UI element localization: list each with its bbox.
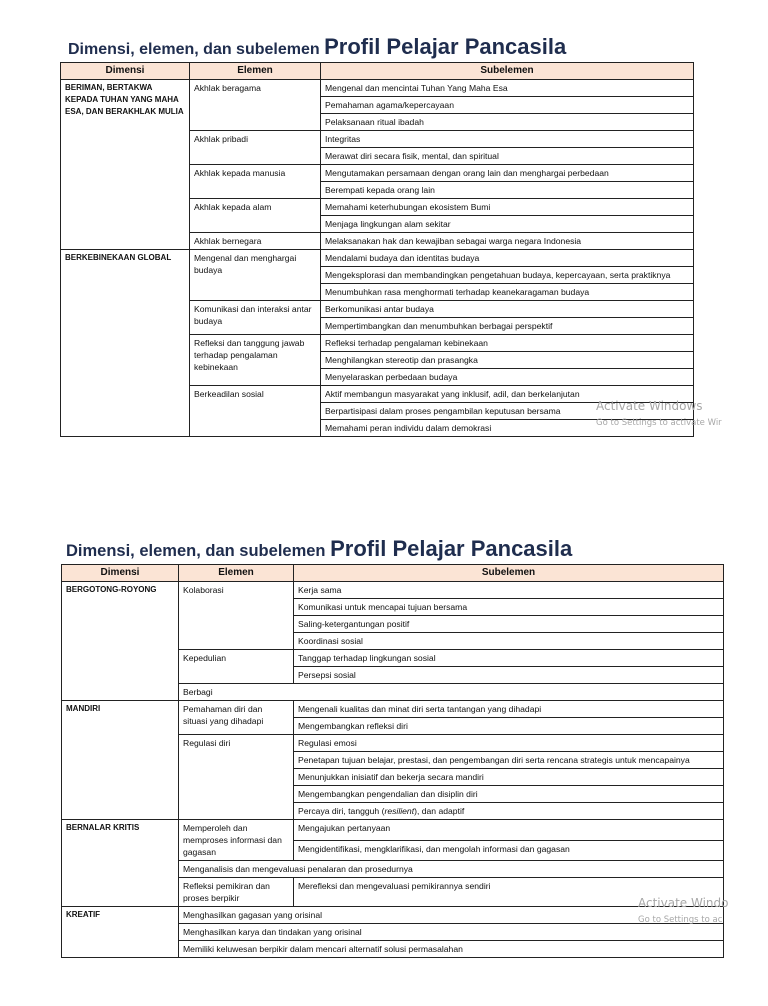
subelemen-cell: Mengembangkan refleksi diri [294,718,724,735]
panel-title [66,536,572,562]
subelemen-cell: Mengutamakan persamaan dengan orang lain dan menghargai perbedaan [321,165,694,182]
subelemen-cell: Mempertimbangkan dan menumbuhkan berbagai perspektif [321,318,694,335]
elemen-cell-wide: Menghasilkan karya dan tindakan yang orisinal [179,924,724,941]
table-row [62,582,724,599]
subelemen-cell: Merawat diri secara fisik, mental, dan spiritual [321,148,694,165]
header-elemen: Elemen [190,63,321,80]
header-subelemen: Subelemen [321,63,694,80]
title-prefix: Dimensi, elemen, dan subelemen [66,542,326,560]
subelemen-cell: Mengajukan pertanyaan [294,820,724,841]
activation-watermark-sub: Go to Settings to activate Wir [596,418,722,428]
elemen-cell: Akhlak kepada alam [190,199,321,233]
elemen-cell: Refleksi dan tanggung jawab terhadap pengalaman kebinekaan [190,335,321,386]
table-header-row [62,565,724,582]
subelemen-cell: Mengembangkan pengendalian dan disiplin diri [294,786,724,803]
subelemen-cell: Komunikasi untuk mencapai tujuan bersama [294,599,724,616]
elemen-cell: Kepedulian [179,650,294,684]
subelemen-cell [294,803,724,820]
profile-table-panel-2 [58,532,729,954]
subelemen-cell: Regulasi emosi [294,735,724,752]
elemen-cell: Akhlak pribadi [190,131,321,165]
subelemen-cell: Menyelaraskan perbedaan budaya [321,369,694,386]
subelemen-text-b: ), dan adaptif [414,806,465,816]
table-row [61,80,694,97]
elemen-cell-wide: Menghasilkan gagasan yang orisinal [179,907,724,924]
subelemen-cell: Refleksi terhadap pengalaman kebinekaan [321,335,694,352]
elemen-cell: Memperoleh dan memproses informasi dan gagasan [179,820,294,861]
subelemen-cell: Persepsi sosial [294,667,724,684]
elemen-cell: Akhlak beragama [190,80,321,131]
subelemen-cell: Berempati kepada orang lain [321,182,694,199]
subelemen-cell: Aktif membangun masyarakat yang inklusif, adil, dan berkelanjutan [321,386,694,403]
subelemen-cell: Mengenal dan mencintai Tuhan Yang Maha Esa [321,80,694,97]
subelemen-cell: Berpartisipasi dalam proses pengambilan keputusan bersama [321,403,694,420]
dimensi-cell: KREATIF [62,907,179,958]
dimensi-cell: BERIMAN, BERTAKWA KEPADA TUHAN YANG MAHA ESA, DAN BERAKHLAK MULIA [61,80,190,250]
elemen-cell: Kolaborasi [179,582,294,650]
elemen-cell: Komunikasi dan interaksi antar budaya [190,301,321,335]
subelemen-cell: Tanggap terhadap lingkungan sosial [294,650,724,667]
table-row [61,250,694,267]
subelemen-cell: Pemahaman agama/kepercayaan [321,97,694,114]
activation-watermark-title: Activate Windows [596,399,703,413]
subelemen-cell: Mengidentifikasi, mengklarifikasi, dan mengolah informasi dan gagasan [294,840,724,861]
elemen-cell: Refleksi pemikiran dan proses berpikir [179,878,294,907]
elemen-cell: Regulasi diri [179,735,294,820]
activation-watermark-sub: Go to Settings to ac [638,915,723,925]
subelemen-cell: Mengenali kualitas dan minat diri serta tantangan yang dihadapi [294,701,724,718]
elemen-cell: Akhlak kepada manusia [190,165,321,199]
elemen-cell: Akhlak bernegara [190,233,321,250]
subelemen-cell: Mengeksplorasi dan membandingkan pengetahuan budaya, kepercayaan, serta praktiknya [321,267,694,284]
title-prefix: Dimensi, elemen, dan subelemen [68,41,320,58]
dimensi-cell: BERKEBINEKAAN GLOBAL [61,250,190,437]
subelemen-cell: Menjaga lingkungan alam sekitar [321,216,694,233]
subelemen-text-italic: resilient [384,806,415,816]
subelemen-cell: Menghilangkan stereotip dan prasangka [321,352,694,369]
subelemen-cell: Melaksanakan hak dan kewajiban sebagai warga negara Indonesia [321,233,694,250]
activation-watermark-title: Activate Windo [638,896,729,910]
title-main: Profil Pelajar Pancasila [324,34,567,59]
subelemen-cell: Menunjukkan inisiatif dan bekerja secara mandiri [294,769,724,786]
table-row [62,820,724,841]
subelemen-cell: Merefleksi dan mengevaluasi pemikirannya sendiri [294,878,724,907]
dimension-table [60,62,694,437]
elemen-cell: Pemahaman diri dan situasi yang dihadapi [179,701,294,735]
subelemen-cell: Integritas [321,131,694,148]
elemen-cell-wide: Menganalisis dan mengevaluasi penalaran dan prosedurnya [179,861,724,878]
table-row [62,907,724,924]
elemen-cell-wide: Memiliki keluwesan berpikir dalam mencari alternatif solusi permasalahan [179,941,724,958]
subelemen-text-a: Percaya diri, tangguh ( [298,806,385,816]
dimension-table [61,564,724,958]
dimensi-cell: BERNALAR KRITIS [62,820,179,907]
elemen-cell: Berkeadilan sosial [190,386,321,437]
subelemen-cell: Koordinasi sosial [294,633,724,650]
subelemen-cell: Mendalami budaya dan identitas budaya [321,250,694,267]
subelemen-cell: Pelaksanaan ritual ibadah [321,114,694,131]
table-header-row [61,63,694,80]
elemen-cell: Mengenal dan menghargai budaya [190,250,321,301]
subelemen-cell: Memahami keterhubungan ekosistem Bumi [321,199,694,216]
header-dimensi: Dimensi [61,63,190,80]
subelemen-cell: Memahami peran individu dalam demokrasi [321,420,694,437]
subelemen-cell: Penetapan tujuan belajar, prestasi, dan pengembangan diri serta rencana strategis untuk mencapainya [294,752,724,769]
dimensi-cell: MANDIRI [62,701,179,820]
title-main: Profil Pelajar Pancasila [330,536,573,561]
subelemen-cell: Saling-ketergantungan positif [294,616,724,633]
header-elemen: Elemen [179,565,294,582]
panel-title [68,34,566,60]
dimensi-cell: BERGOTONG-ROYONG [62,582,179,701]
subelemen-cell: Menumbuhkan rasa menghormati terhadap keanekaragaman budaya [321,284,694,301]
profile-table-panel-1 [60,30,722,433]
header-dimensi: Dimensi [62,565,179,582]
elemen-cell-wide: Berbagi [179,684,724,701]
table-row [62,701,724,718]
subelemen-cell: Kerja sama [294,582,724,599]
header-subelemen: Subelemen [294,565,724,582]
subelemen-cell: Berkomunikasi antar budaya [321,301,694,318]
